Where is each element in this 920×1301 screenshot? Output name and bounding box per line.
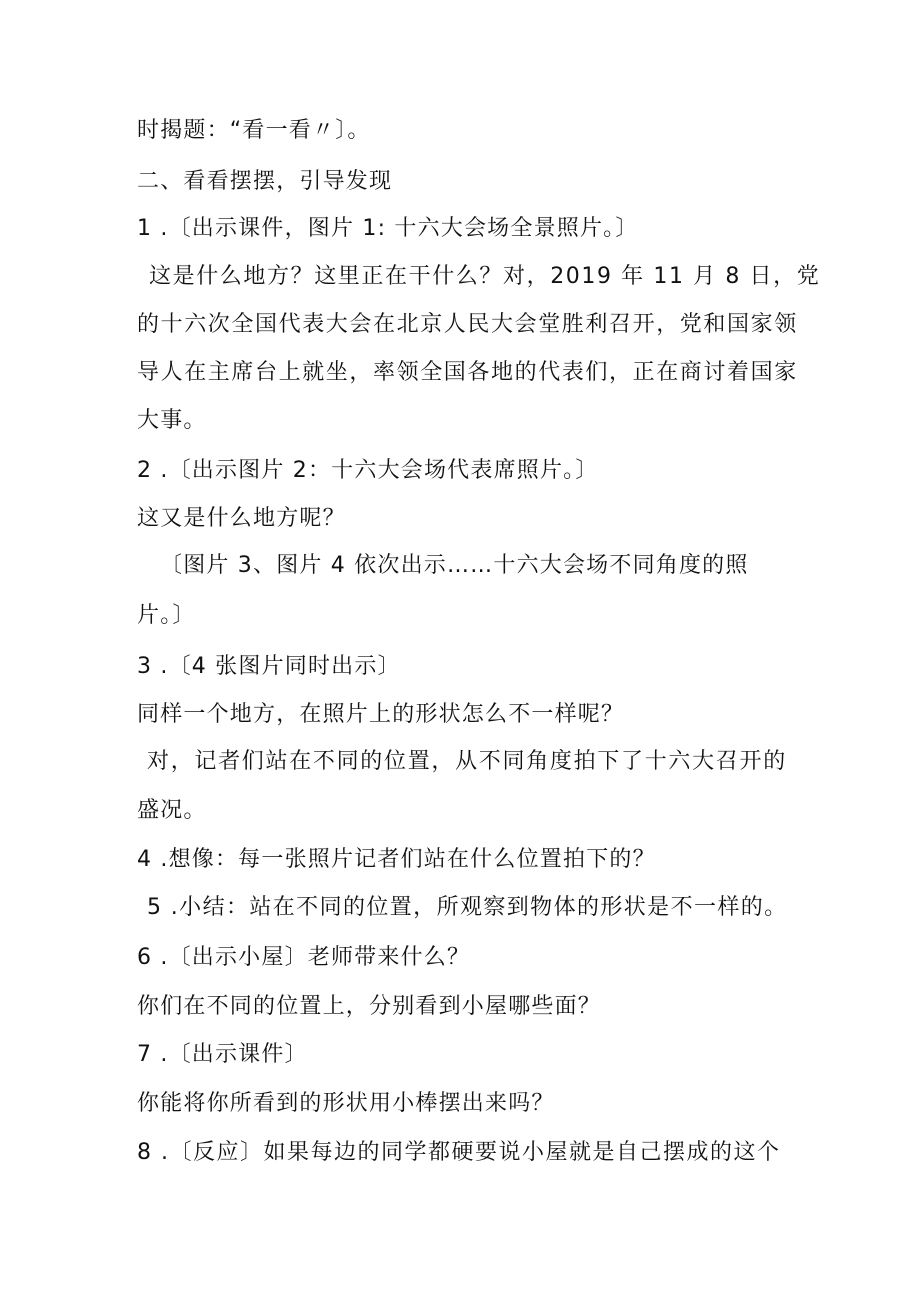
step-item: 6 .〔出示小屋〕老师带来什么？ [137, 945, 471, 970]
step-item: 8 .〔反应〕如果每边的同学都硬要说小屋就是自己摆成的这个 [137, 1140, 781, 1165]
section-heading: 二、看看摆摆，引导发现 [137, 169, 393, 194]
text-line: 片。〕 [137, 603, 196, 628]
step-item: 1 .〔出示课件，图片 1: 十六大会场全景照片。〕 [137, 216, 639, 241]
text-line: 你们在不同的位置上，分别看到小屋哪些面？ [137, 994, 602, 1019]
step-item: 2 .〔出示图片 2：十六大会场代表席照片。〕 [137, 458, 599, 483]
text-line: 你能将你所看到的形状用小棒摆出来吗？ [137, 1091, 555, 1116]
text-line: 对，记者们站在不同的位置，从不同角度拍下了十六大召开的 [147, 749, 787, 774]
step-item: 7 .〔出示课件〕 [137, 1042, 308, 1067]
text-line: 导人在主席台上就坐，率领全国各地的代表们，正在商讨着国家 [137, 360, 798, 385]
text-line: 的十六次全国代表大会在北京人民大会堂胜利召开，党和国家领 [137, 312, 798, 337]
text-line: 时揭题：“看一看〃〕。 [137, 118, 371, 143]
text-line: 同样一个地方，在照片上的形状怎么不一样呢？ [137, 702, 625, 727]
text-line: 〔图片 3、图片 4 依次出示……十六大会场不同角度的照 [160, 553, 749, 578]
text-line: 这是什么地方？这里正在干什么？对，2019 年 11 月 8 日，党 [149, 264, 821, 289]
step-item: 5 .小结：站在不同的位置，所观察到物体的形状是不一样的。 [147, 895, 788, 920]
text-line: 盛况。 [137, 798, 207, 823]
step-item: 3 .〔4 张图片同时出示〕 [137, 654, 401, 679]
step-item: 4 .想像：每一张照片记者们站在什么位置拍下的？ [137, 847, 656, 872]
text-line: 大事。 [137, 408, 207, 433]
text-line: 这又是什么地方呢？ [137, 506, 346, 531]
